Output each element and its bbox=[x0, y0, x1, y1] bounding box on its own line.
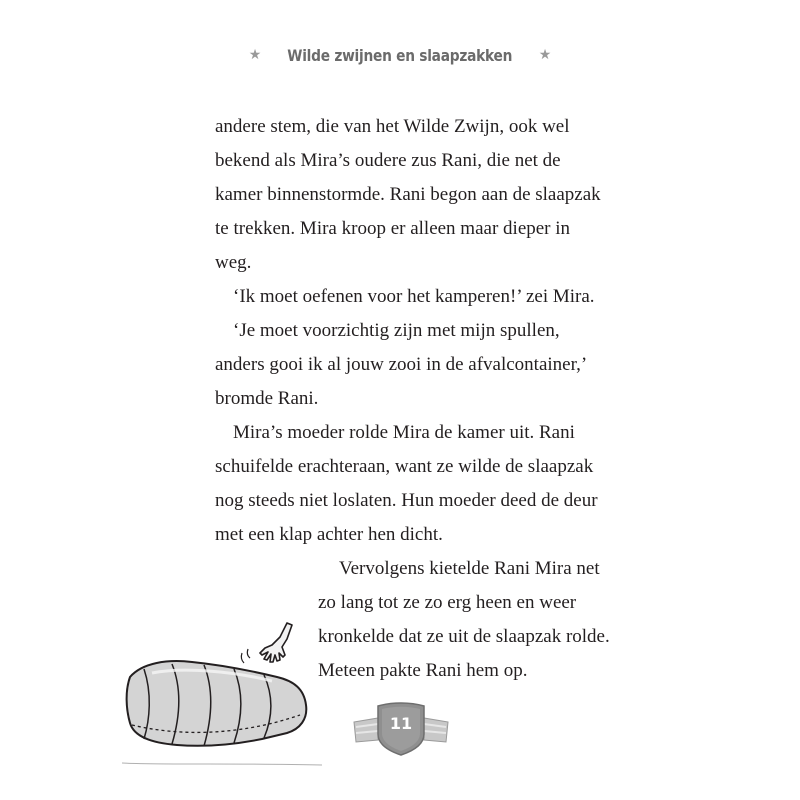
text-line: zo lang tot ze zo erg heen en weer bbox=[318, 592, 577, 613]
text-line: ‘Je moet voorzichtig zijn met mijn spullen, bbox=[233, 320, 560, 341]
chapter-title: Wilde zwijnen en slaapzakken bbox=[287, 45, 513, 65]
page-number: 11 bbox=[389, 714, 413, 733]
star-icon-right: ★ bbox=[538, 47, 552, 63]
text-line: bromde Rani. bbox=[215, 388, 319, 409]
text-line: weg. bbox=[215, 252, 252, 273]
star-icon-left: ★ bbox=[248, 47, 262, 63]
text-line: ‘Ik moet oefenen voor het kamperen!’ zei Mira. bbox=[233, 286, 595, 307]
text-line: met een klap achter hen dicht. bbox=[215, 524, 443, 545]
page-number-badge bbox=[352, 700, 450, 756]
sleeping-bag-icon bbox=[122, 661, 322, 765]
text-line: Meteen pakte Rani hem op. bbox=[318, 660, 528, 681]
text-line: Mira’s moeder rolde Mira de kamer uit. Rani bbox=[233, 422, 575, 443]
text-line: schuifelde erachteraan, want ze wilde de slaapzak bbox=[215, 456, 594, 477]
text-line: bekend als Mira’s oudere zus Rani, die net de bbox=[215, 150, 561, 171]
text-line: nog steeds niet loslaten. Hun moeder deed de deur bbox=[215, 490, 598, 511]
text-line: Vervolgens kietelde Rani Mira net bbox=[339, 558, 600, 579]
text-line: andere stem, die van het Wilde Zwijn, ook wel bbox=[215, 116, 570, 137]
running-head bbox=[0, 40, 800, 70]
text-line: te trekken. Mira kroop er alleen maar dieper in bbox=[215, 218, 571, 239]
text-line: kamer binnenstormde. Rani begon aan de slaapzak bbox=[215, 184, 601, 205]
hand-icon bbox=[260, 623, 292, 662]
text-line: kronkelde dat ze uit de slaapzak rolde. bbox=[318, 626, 610, 647]
sleeping-bag-illustration bbox=[122, 615, 322, 775]
text-line: anders gooi ik al jouw zooi in de afvalcontainer,’ bbox=[215, 354, 588, 375]
